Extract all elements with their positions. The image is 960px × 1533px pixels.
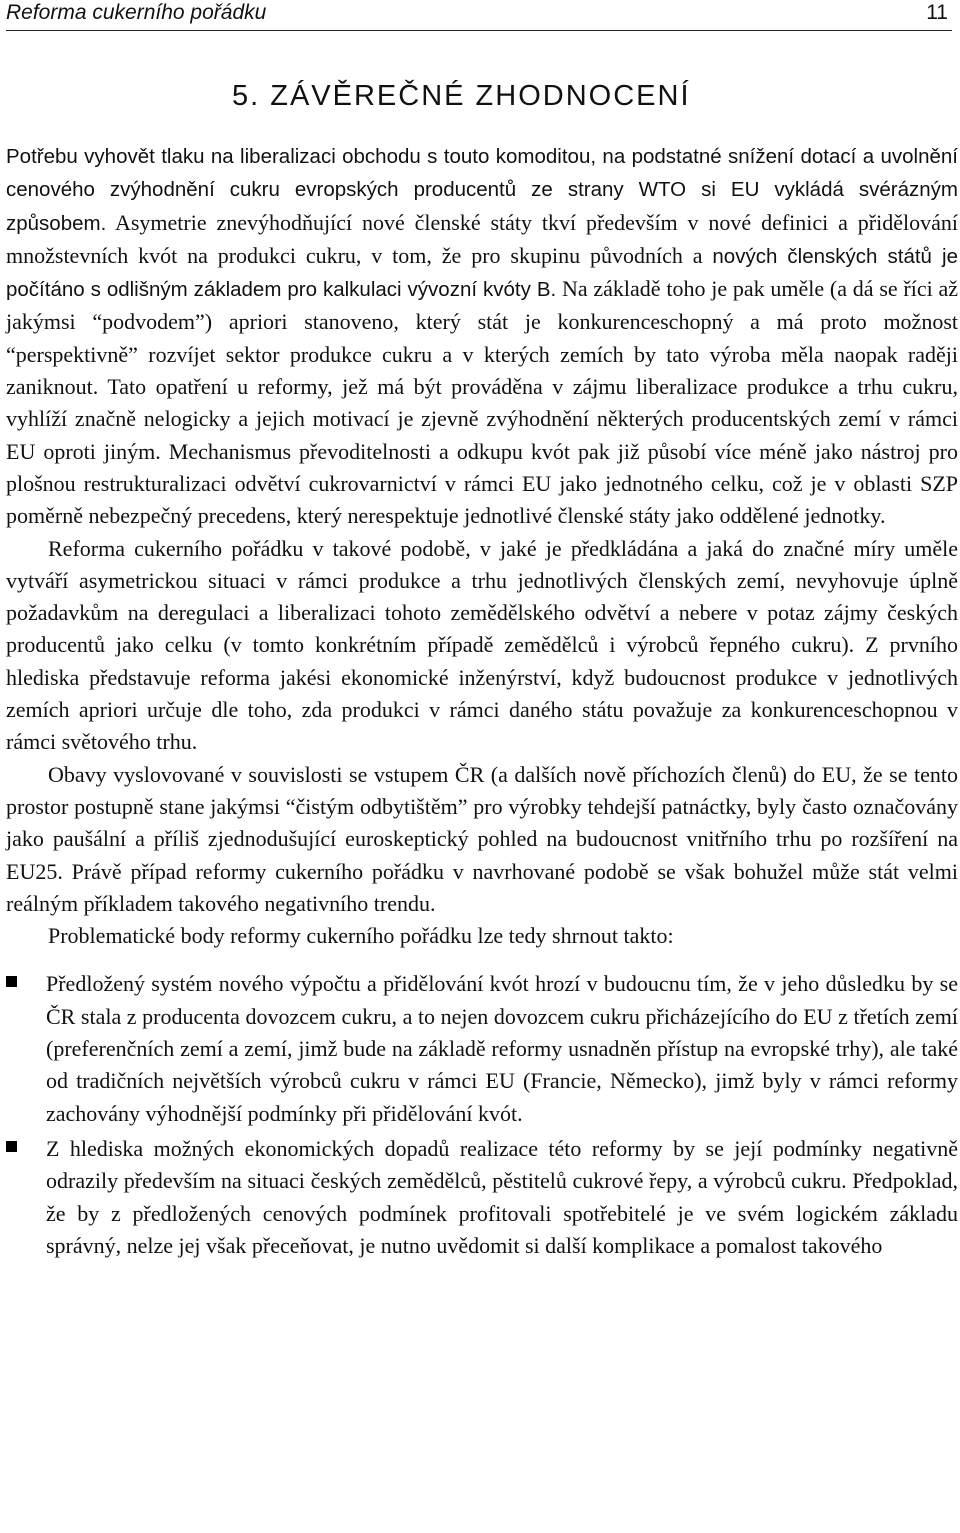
paragraph-1-sans: Potřebu vyhovět tlaku na liberalizaci obchodu s touto komoditou, na podstatné snížení dotací a uvolnění cenového zvýhodnění cukru evropských producentů ze strany WTO si EU vykládá svérázným způsobem. (6, 145, 958, 235)
list-item-text: Předložený systém nového výpočtu a přidělování kvót hrozí v budoucnu tím, že v jeho důsledku by se ČR stala z producenta dovozcem cukru, a to nejen dovozcem cukru přicházejícího do EU z třetích zemí (preferenčních zemí a zemí, jimž bude na základě reformy usnadněn přístup na evropské trhy), ale také od tradičních největších výrobců cukru v rámci EU (Francie, Německo), jimž byly v rámci reformy zachovány výhodnější podmínky při přidělování kvót. (46, 971, 958, 1126)
page-header (6, 0, 952, 31)
paragraph-4: Problematické body reformy cukerního pořádku lze tedy shrnout takto: (48, 923, 674, 949)
paragraph-1-sans-2: nových členských států je počítáno s odlišným základem pro kalkulaci vývozní kvóty B. (6, 244, 958, 302)
paragraph-1-rest: Na základě toho je pak uměle (a dá se říci až jakýmsi “podvodem”) apriori stanoveno, který stát je konkurenceschopný a má proto možnost “perspektivně” rozvíjet sektor produkce cukru a v kterých zemích by tato výroba měla naopak raději zaniknout. Tato opatření u reformy, jež má být prováděna v zájmu liberalizace produkce a trhu cukru, vyhlíží značně nelogicky a jejich motivací je zjevně zvýhodnění některých producentských zemí v rámci EU oproti jiným. Mechanismus převoditelnosti a odkupu kvót pak již působí více méně jako nástroj pro plošnou restrukturalizaci odvětví cukrovarnictví v rámci EU jako jednotného celku, což je v oblasti SZP poměrně nebezpečný precedens, který nerespektuje jednotlivé členské státy jako oddělené jednotky. (6, 276, 959, 529)
list-item-text: Z hlediska možných ekonomických dopadů realizace této reformy by se její podmínky negativně odrazily především na situaci českých zemědělců, pěstitelů cukrové řepy, a výrobců cukru. Předpoklad, že by z předložených cenových podmínek profitovali spotřebitelé je ve svém logickém základu správný, nelze jej však přeceňovat, je nutno uvědomit si další komplikace a pomalost takového (46, 1135, 958, 1258)
paragraph-1-serif: Asymetrie znevýhodňující nové členské státy tkví především v nové definici a přidělování množstevních kvót na produkci cukru, v tom, že pro skupinu původních a (6, 209, 958, 268)
section-heading: 5. ZÁVĚREČNÉ ZHODNOCENÍ (232, 80, 691, 112)
header-title: Reforma cukerního pořádku (6, 1, 267, 24)
list-item (6, 968, 958, 1129)
list-item (6, 1133, 958, 1262)
document-body (6, 140, 958, 1265)
bullet-list (6, 968, 958, 1262)
square-bullet-icon (6, 1141, 17, 1152)
paragraph-1 (6, 140, 958, 533)
paragraph-3: Obavy vyslovované v souvislosti se vstupem ČR (a dalších nově příchozích členů) do EU, že se tento prostor postupně stane jakýmsi “čistým odbytištěm” pro výrobky tehdejší patnáctky, byly často označovány jako paušální a příliš zjednodušující euroskeptický pohled na budoucnost vnitřního trhu po rozšíření na EU25. Právě případ reformy cukerního pořádku v navrhované podobě se však bohužel může stát velmi reálným příkladem takového negativního trendu. (6, 761, 958, 916)
paragraph-2: Reforma cukerního pořádku v takové podobě, v jaké je předkládána a jaká do značné míry uměle vytváří asymetrickou situaci v rámci produkce a trhu jednotlivých členských zemí, nevyhovuje úplně požadavkům na deregulaci a liberalizaci tohoto zemědělského odvětví a nebere v potaz zájmy českých producentů jako celku (v tomto konkrétním případě zemědělců i výrobců řepného cukru). Z prvního hlediska představuje reforma jakési ekonomické inženýrství, když budoucnost produkce v jednotlivých zemích apriori určuje dle toho, zda produkci v rámci daného státu považuje za konkurenceschopnou v rámci světového trhu. (6, 535, 958, 755)
page-number: 11 (926, 1, 948, 24)
square-bullet-icon (6, 976, 17, 987)
